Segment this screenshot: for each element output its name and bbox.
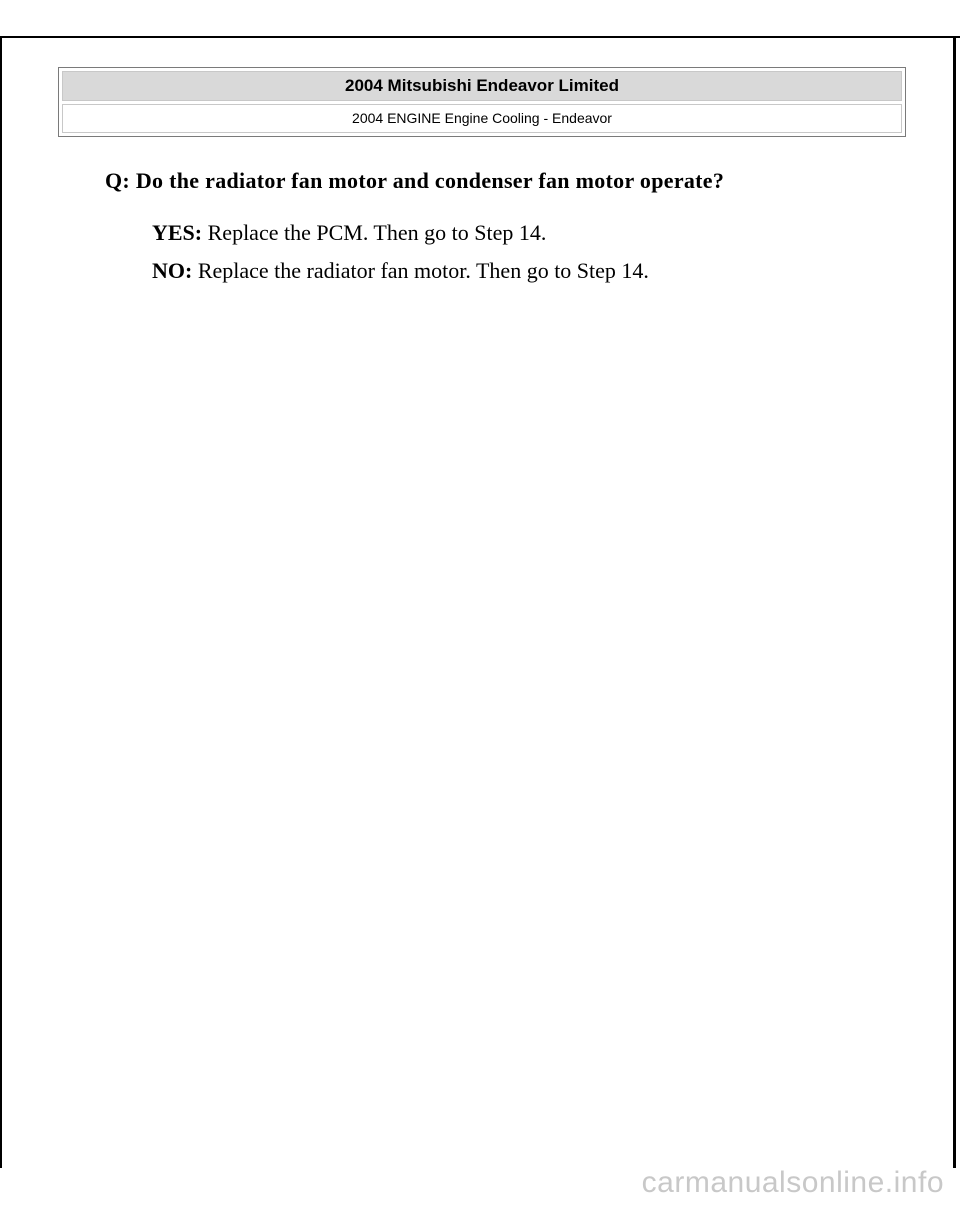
answer-yes-label: YES: — [152, 220, 203, 245]
answer-yes-text: Replace the PCM. Then go to Step 14. — [202, 220, 547, 245]
document-header — [58, 67, 906, 137]
page-border-left — [0, 36, 2, 1168]
page-border-right — [953, 36, 956, 1168]
answer-no-text: Replace the radiator fan motor. Then go to Step 14. — [192, 258, 649, 283]
vehicle-title: 2004 Mitsubishi Endeavor Limited — [62, 71, 902, 101]
diagnostic-question: Q: Do the radiator fan motor and condenser fan motor operate? — [105, 168, 725, 193]
page-border-top — [0, 36, 960, 38]
answer-yes — [152, 220, 546, 246]
site-watermark: carmanualsonline.info — [641, 1166, 944, 1199]
answer-no — [152, 258, 649, 284]
answer-no-label: NO: — [152, 258, 193, 283]
section-subtitle: 2004 ENGINE Engine Cooling - Endeavor — [62, 104, 902, 133]
